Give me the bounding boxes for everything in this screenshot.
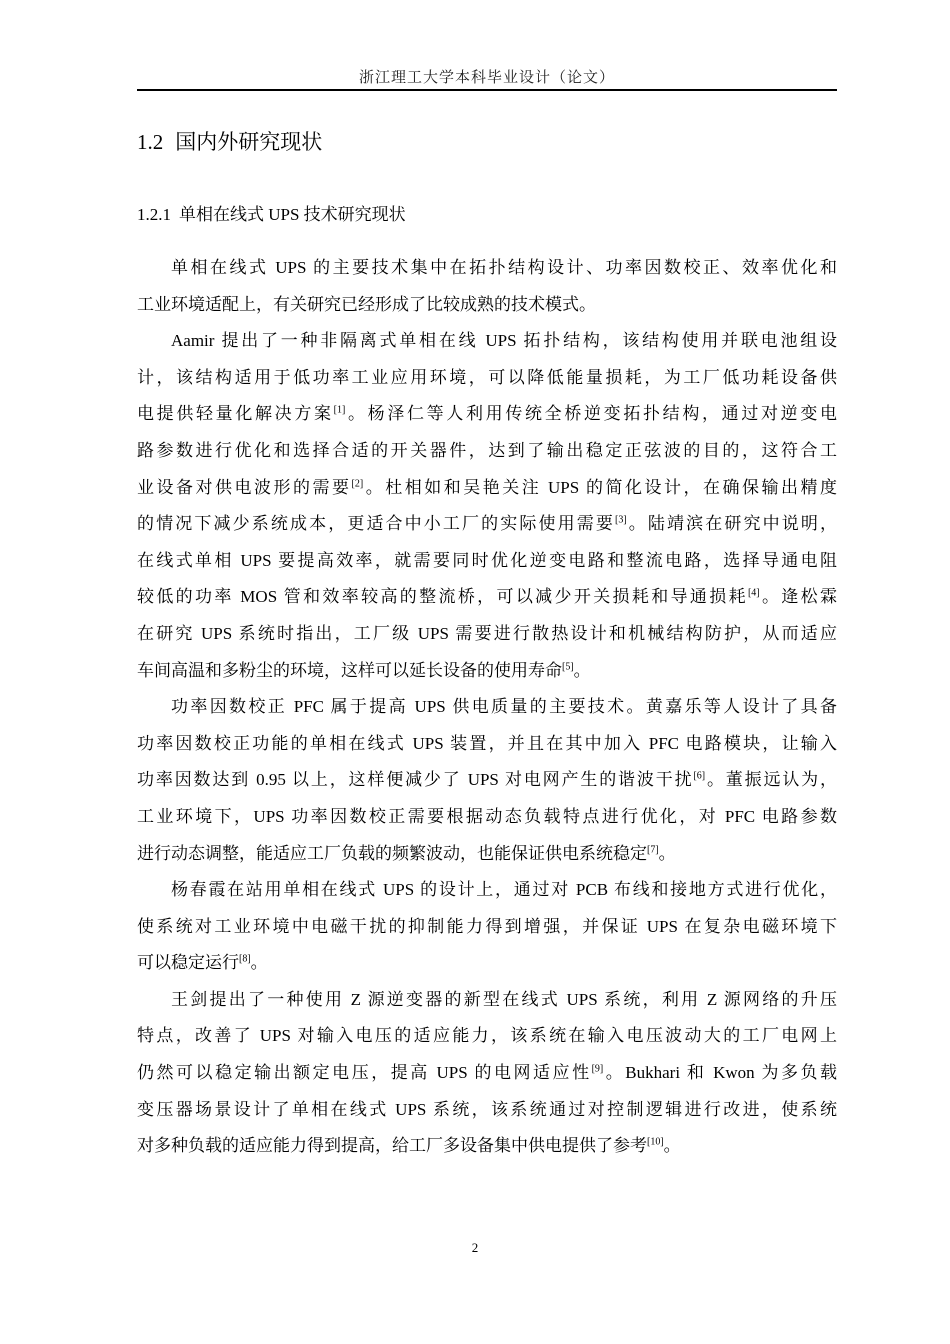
text-line: 在研究 UPS 系统时指出，工厂级 UPS 需要进行散热设计和机械结构防护，从而适应	[137, 623, 837, 643]
text-line: 工业环境适配上，有关研究已经形成了比较成熟的技术模式。	[137, 294, 596, 314]
citation: [9]	[591, 1063, 604, 1075]
text-line: 对多种负载的适应能力得到提高，给工厂多设备集中供电提供了参考[10]。	[137, 1136, 681, 1156]
text-line: 功率因数校正 PFC 属于提高 UPS 供电质量的主要技术。黄嘉乐等人设计了具备	[171, 697, 837, 717]
text-line: 在线式单相 UPS 要提高效率，就需要同时优化逆变电路和整流电路，选择导通电阻	[137, 550, 837, 570]
citation: [3]	[615, 514, 627, 526]
paragraph	[137, 250, 837, 323]
citation: [10]	[647, 1136, 664, 1148]
citation: [8]	[239, 953, 251, 965]
text-line: 杨春霞在站用单相在线式 UPS 的设计上，通过对 PCB 布线和接地方式进行优化，	[171, 880, 837, 900]
citation: [1]	[333, 404, 346, 416]
text-line: 车间高温和多粉尘的环境，这样可以延长设备的使用寿命[5]。	[137, 660, 591, 680]
citation: [5]	[562, 660, 574, 672]
paragraph	[137, 689, 837, 872]
text-line: Aamir 提出了一种非隔离式单相在线 UPS 拓扑结构，该结构使用并联电池组设	[171, 331, 837, 351]
text-line: 王剑提出了一种使用 Z 源逆变器的新型在线式 UPS 系统，利用 Z 源网络的升压	[171, 989, 837, 1009]
subsection-heading	[137, 200, 406, 225]
running-header: 浙江理工大学本科毕业设计（论文）	[358, 70, 615, 86]
text-line: 计，该结构适用于低功率工业应用环境，可以降低能量损耗，为工厂低功耗设备供	[137, 367, 837, 387]
text-line: 路参数进行优化和选择合适的开关器件，达到了输出稳定正弦波的目的，这符合工	[137, 440, 837, 460]
text-line: 使系统对工业环境中电磁干扰的抑制能力得到增强，并保证 UPS 在复杂电磁环境下	[137, 916, 837, 936]
text-line: 特点，改善了 UPS 对输入电压的适应能力，该系统在输入电压波动大的工厂电网上	[137, 1026, 837, 1046]
body-text	[137, 250, 837, 1165]
text-line: 的情况下减少系统成本，更适合中小工厂的实际使用需要[3]。陆靖滨在研究中说明，	[137, 514, 838, 534]
paragraph	[137, 982, 837, 1165]
text-line: 变压器场景设计了单相在线式 UPS 系统，该系统通过对控制逻辑进行改进，使系统	[137, 1099, 837, 1119]
subsection-title: 单相在线式 UPS 技术研究现状	[179, 205, 406, 224]
text-line: 进行动态调整，能适应工厂负载的频繁波动，也能保证供电系统稳定[7]。	[137, 843, 676, 863]
text-line: 较低的功率 MOS 管和效率较高的整流桥，可以减少开关损耗和导通损耗[4]。逄松霖	[137, 587, 837, 607]
text-line: 功率因数达到 0.95 以上，这样便减少了 UPS 对电网产生的谐波干扰[6]。董振远认为，	[137, 770, 838, 790]
citation: [7]	[647, 843, 659, 855]
citation: [4]	[747, 587, 760, 599]
page-number: 2	[471, 1240, 479, 1255]
text-line: 业设备对供电波形的需要[2]。杜相如和吴艳关注 UPS 的简化设计，在确保输出精度	[137, 477, 838, 497]
text-line: 工业环境下，UPS 功率因数校正需要根据动态负载特点进行优化，对 PFC 电路参数	[137, 806, 837, 826]
text-line: 电提供轻量化解决方案[1]。杨泽仁等人利用传统全桥逆变拓扑结构，通过对逆变电	[137, 404, 838, 424]
text-line: 仍然可以稳定输出额定电压，提高 UPS 的电网适应性[9]。Bukhari 和 Kwon 为多负载	[137, 1063, 837, 1083]
paragraph	[137, 323, 837, 689]
text-line: 功率因数校正功能的单相在线式 UPS 装置，并且在其中加入 PFC 电路模块，让输入	[137, 733, 837, 753]
text-line: 单相在线式 UPS 的主要技术集中在拓扑结构设计、功率因数校正、效率优化和	[171, 258, 837, 277]
citation: [2]	[351, 477, 364, 489]
section-title: 国内外研究现状	[175, 130, 323, 154]
citation: [6]	[693, 770, 706, 782]
header-rule	[137, 89, 837, 91]
section-number: 1.2	[137, 130, 164, 154]
section-heading	[137, 126, 322, 156]
subsection-number: 1.2.1	[137, 205, 171, 224]
text-line: 可以稳定运行[8]。	[137, 953, 268, 973]
paragraph	[137, 872, 837, 982]
